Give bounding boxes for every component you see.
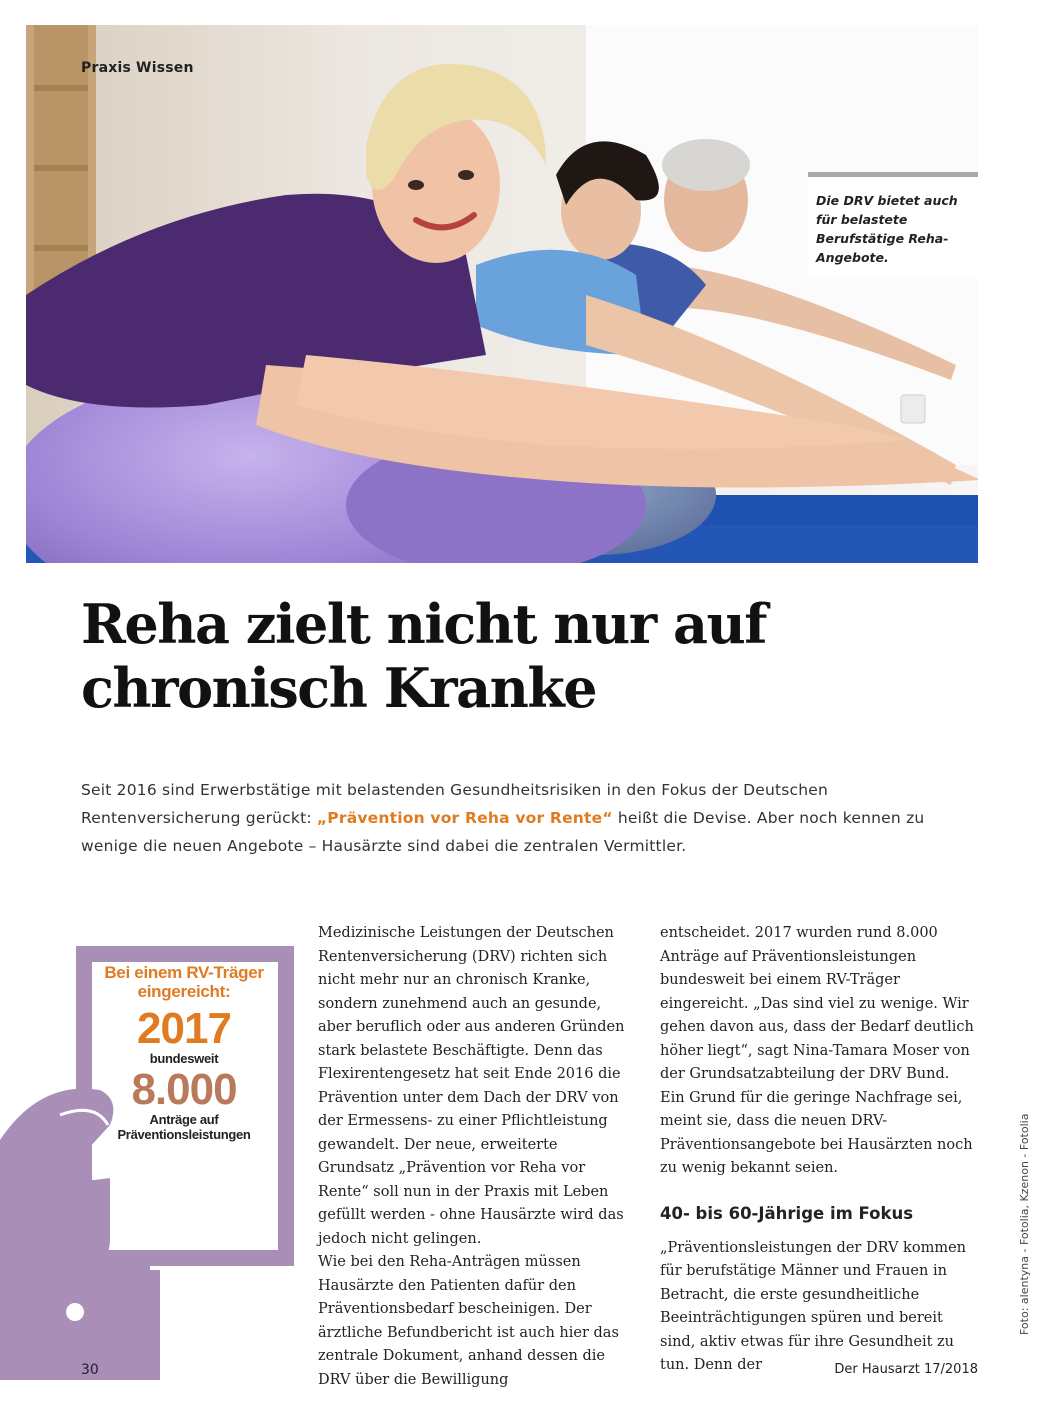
lead-before: Seit 2016 sind Erwerbstätige mit belastenden Gesundheitsrisiken in den Fokus der Deutschen Rentenversicherung gerückt: [81, 781, 829, 827]
body-paragraph: entscheidet. 2017 wurden rund 8.000 Anträge auf Präventionsleistungen bundesweit bei einem RV-Träger eingereicht. „Das sind viel zu wenige. Wir gehen davon aus, dass der Bedarf deutlich höher liegt“, sagt Nina-Tamara Moser von der Grundsatzabteilung der DRV Bund. Ein Grund für die geringe Nachfrage sei, meint sie, dass die neuen DRV-Präventionsangebote bei Hausärzten noch zu wenig bekannt seien. [660, 925, 974, 1176]
headline [81, 592, 981, 720]
headline-line2: chronisch Kranke [81, 656, 597, 720]
body-paragraph: „Präventionsleistungen der DRV kommen für berufstätige Männer und Frauen in Betracht, die erste gesundheitliche Beeinträchtigungen spüren und bereit sind, aktiv etwas für ihre Gesundheit zu tun. Denn der [660, 1239, 966, 1373]
body-column-2 [660, 922, 978, 1378]
body-column-1 [318, 922, 636, 1392]
hero-photo-illustration [26, 25, 978, 563]
infobox-scope: bundesweit [149, 1051, 219, 1066]
journal-issue: Der Hausarzt 17/2018 [834, 1362, 978, 1377]
infobox-label: Anträge auf Präventionsleistungen [117, 1112, 251, 1142]
infobox-line1: Bei einem RV-Träger eingereicht: [104, 963, 264, 1001]
photo-credit: Foto: alentyna - Fotolia, Kzenon - Fotolia [1018, 1113, 1031, 1335]
lead-after: heißt die Devise. Aber noch kennen zu wenige die neuen Angebote – Hausärzte sind dabei die zentralen Vermittler. [81, 809, 925, 855]
lead-highlight: „Prävention vor Reha vor Rente“ [316, 809, 613, 827]
page-number: 30 [81, 1362, 99, 1378]
body-paragraph: Medizinische Leistungen der Deutschen Rentenversicherung (DRV) richten sich nicht mehr nur an chronisch Kranke, sondern zunehmend auch an gesunde, aber beruflich oder aus anderen Gründen stark belastete Beschäftigte. Denn das Flexirentengesetz hat seit Ende 2016 die Prävention unter dem Dach der DRV von der Ermessens- zu einer Pflichtleistung gewandelt. Der neue, erweiterte Grundsatz „Prävention vor Reha vor Rente“ soll nun in der Praxis mit Leben gefüllt werden - ohne Hausärzte wird das jedoch nicht gelingen. [318, 925, 625, 1247]
subheading: 40- bis 60-Jährige im Fokus [660, 1203, 914, 1223]
infobox-number: 8.000 [131, 1065, 237, 1114]
headline-strong: Reha [81, 592, 229, 656]
headline-rest: zielt nicht nur auf [228, 592, 766, 656]
body-paragraph: Wie bei den Reha-Anträgen müssen Hausärzte den Patienten dafür den Präventionsbedarf bescheinigen. Der ärztliche Befundbericht ist auch hier das zentrale Dokument, anhand dessen die DRV über die Bewilligung [318, 1254, 619, 1388]
infobox-text [96, 963, 272, 1142]
section-label: Praxis Wissen [81, 60, 194, 76]
infobox-year: 2017 [137, 1004, 231, 1053]
hero-photo [26, 25, 978, 563]
photo-caption: Die DRV bietet auch für belastete Berufstätige Reha-Angebote. [808, 172, 978, 277]
lead-paragraph [81, 776, 941, 860]
